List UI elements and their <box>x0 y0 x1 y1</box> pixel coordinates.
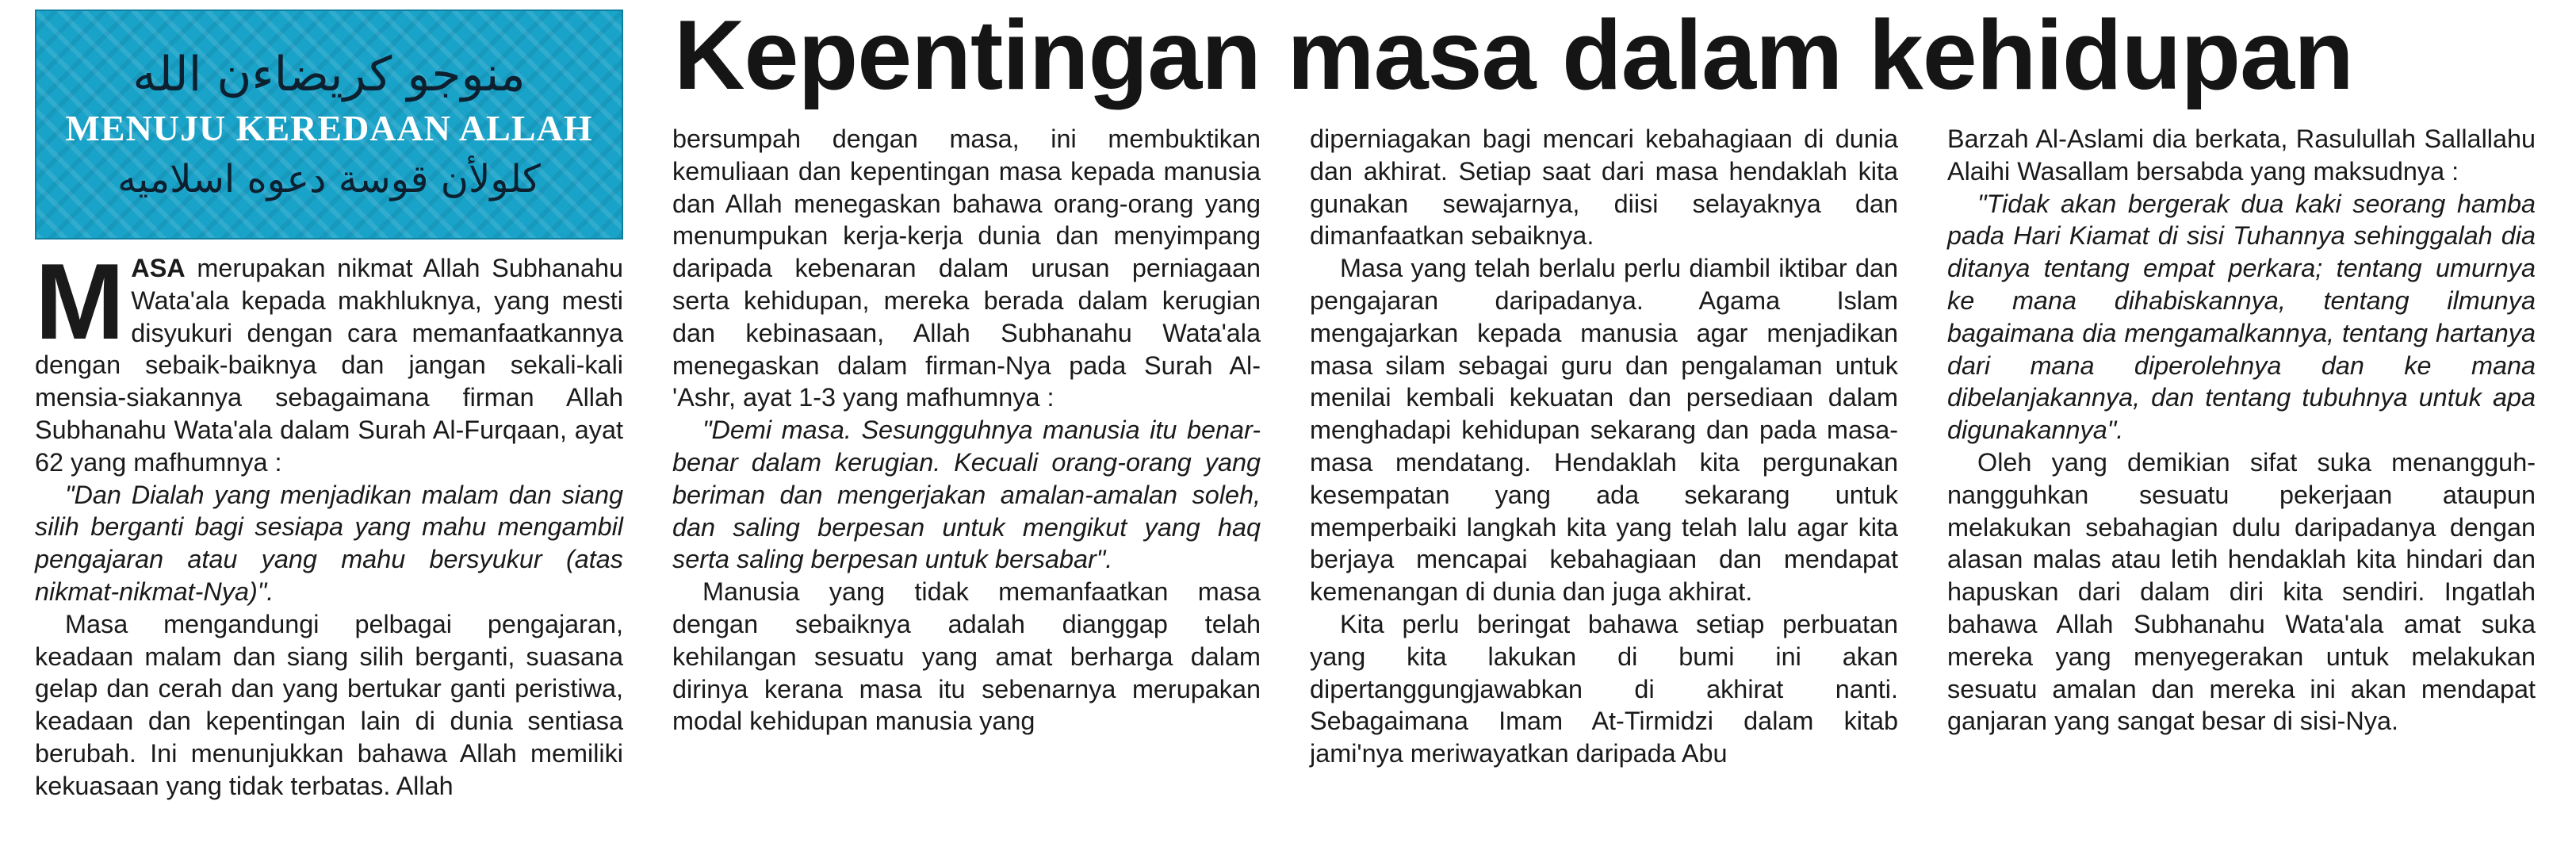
paragraph-6: Masa yang telah berlalu perlu diambil iktibar dan pengajaran daripadanya. Agama Islam mengajarkan kepada manusia agar menjadikan masa silam sebagai guru dan pengalaman untuk menilai kembali kekuatan dan persediaan dalam menghadapi kehidupan sekarang dan pada masa-masa mendatang. Hendaklah kita pergunakan kesempatan yang ada sekarang untuk memperbaiki langkah kita yang telah lalu agar kita berjaya mencapai kebahagiaan dan mendapat kemenangan di dunia dan juga akhirat. <box>1310 254 1898 607</box>
banner-arabic-subtitle: كلولأن قوسة دعوه اسلاميه <box>117 156 541 201</box>
quran-quote-ashr: "Demi masa. Sesungguhnya manusia itu benar-benar dalam kerugian. Kecuali orang-orang yang beriman dan mengerjakan amalan-amalan soleh, dan saling berpesan untuk mengikut yang haq serta saling berpesan untuk bersabar". <box>672 416 1261 574</box>
paragraph-9: Oleh yang demikian sifat suka menangguh-nangguhkan sesuatu pekerjaan ataupun melakukan sebahagian dulu daripadanya dengan alasan malas atau letih hendaklah kita hindari dan hapuskan dari dalam diri kita sendiri. Ingatlah bahawa Allah Subhanahu Wata'ala amat suka mereka yang menyegerakan untuk melakukan sesuatu amalan dan mereka ini akan mendapat ganjaran yang sangat besar di sisi-Nya. <box>1947 447 2536 736</box>
paragraph-1 <box>35 241 623 479</box>
paragraph-1-text: merupakan nikmat Allah Subhanahu Wata'ala kepada makhluknya, yang mesti disyukuri dengan cara memanfaatkannya dengan sebaik-baiknya dan jangan sekali-kali mensia-siakannya sebagaimana firman Allah Subhanahu Wata'ala dalam Surah Al-Furqaan, ayat 62 yang mafhumnya : <box>35 254 623 477</box>
hadith-quote: "Tidak akan bergerak dua kaki seorang hamba pada Hari Kiamat di sisi Tuhannya sehinggalah dia ditanya tentang empat perkara; tentang umurnya ke mana dihabiskannya, tentang ilmunya bagaimana dia mengamalkannya, tentang hartanya dari mana diperolehnya dan ke mana dibelanjakannya, dan tentang tubuhnya untuk apa digunakannya". <box>1947 189 2536 445</box>
article-headline: Kepentingan masa dalam kehidupan <box>674 1 2353 110</box>
banner-latin-title: MENUJU KEREDAAN ALLAH <box>65 108 593 149</box>
quran-quote-furqaan: "Dan Dialah yang menjadikan malam dan siang silih berganti bagi sesiapa yang mahu mengambil pengajaran atau yang mahu bersyukur (atas nikmat-nikmat-Nya)". <box>35 480 623 606</box>
article-column-1 <box>35 241 623 803</box>
paragraph-8: Barzah Al-Aslami dia berkata, Rasulullah Sallallahu Alaihi Wasallam bersabda yang maksudnya : <box>1947 125 2536 186</box>
column-logo-banner <box>35 10 623 239</box>
paragraph-4: Manusia yang tidak memanfaatkan masa dengan sebaiknya adalah dianggap telah kehilangan sesuatu yang amat berharga dalam dirinya kerana masa itu sebenarnya merupakan modal kehidupan manusia yang <box>672 577 1261 736</box>
paragraph-7: Kita perlu beringat bahawa setiap perbuatan yang kita lakukan di bumi ini akan dipertanggungjawabkan di akhirat nanti. Sebagaimana Imam At-Tirmidzi dalam kitab jami'nya meriwayatkan daripada Abu <box>1310 609 1898 768</box>
paragraph-2: Masa mengandungi pelbagai pengajaran, keadaan malam dan siang silih berganti, suasana gelap dan cerah dan yang bertukar ganti peristiwa, keadaan dan kepentingan lain di dunia sentiasa berubah. Ini menunjukkan bahawa Allah memiliki kekuasaan yang tidak terbatas. Allah <box>35 609 623 800</box>
paragraph-3: bersumpah dengan masa, ini membuktikan kemuliaan dan kepentingan masa kepada manusia dan Allah menegaskan bahawa orang-orang yang menumpukan kerja-kerja dunia dan menyimpang daripada kebenaran dalam urusan perniagaan serta kehidupan, mereka berada dalam kerugian dan kebinasaan, Allah Subhanahu Wata'ala menegaskan dalam firman-Nya pada Surah Al-'Ashr, ayat 1-3 yang mafhumnya : <box>672 125 1261 412</box>
article-column-3 <box>1310 123 1898 770</box>
article-column-4 <box>1947 123 2536 738</box>
banner-arabic-title: منوجو كريضاءن الله <box>132 47 526 103</box>
drop-cap: M <box>35 241 125 362</box>
paragraph-5: diperniagakan bagi mencari kebahagiaan di dunia dan akhirat. Setiap saat dari masa hendaklah kita gunakan sewajarnya, diisi selayaknya dan dimanfaatkan sebaiknya. <box>1310 125 1898 251</box>
article-column-2 <box>672 123 1261 738</box>
lead-word: ASA <box>131 254 186 282</box>
